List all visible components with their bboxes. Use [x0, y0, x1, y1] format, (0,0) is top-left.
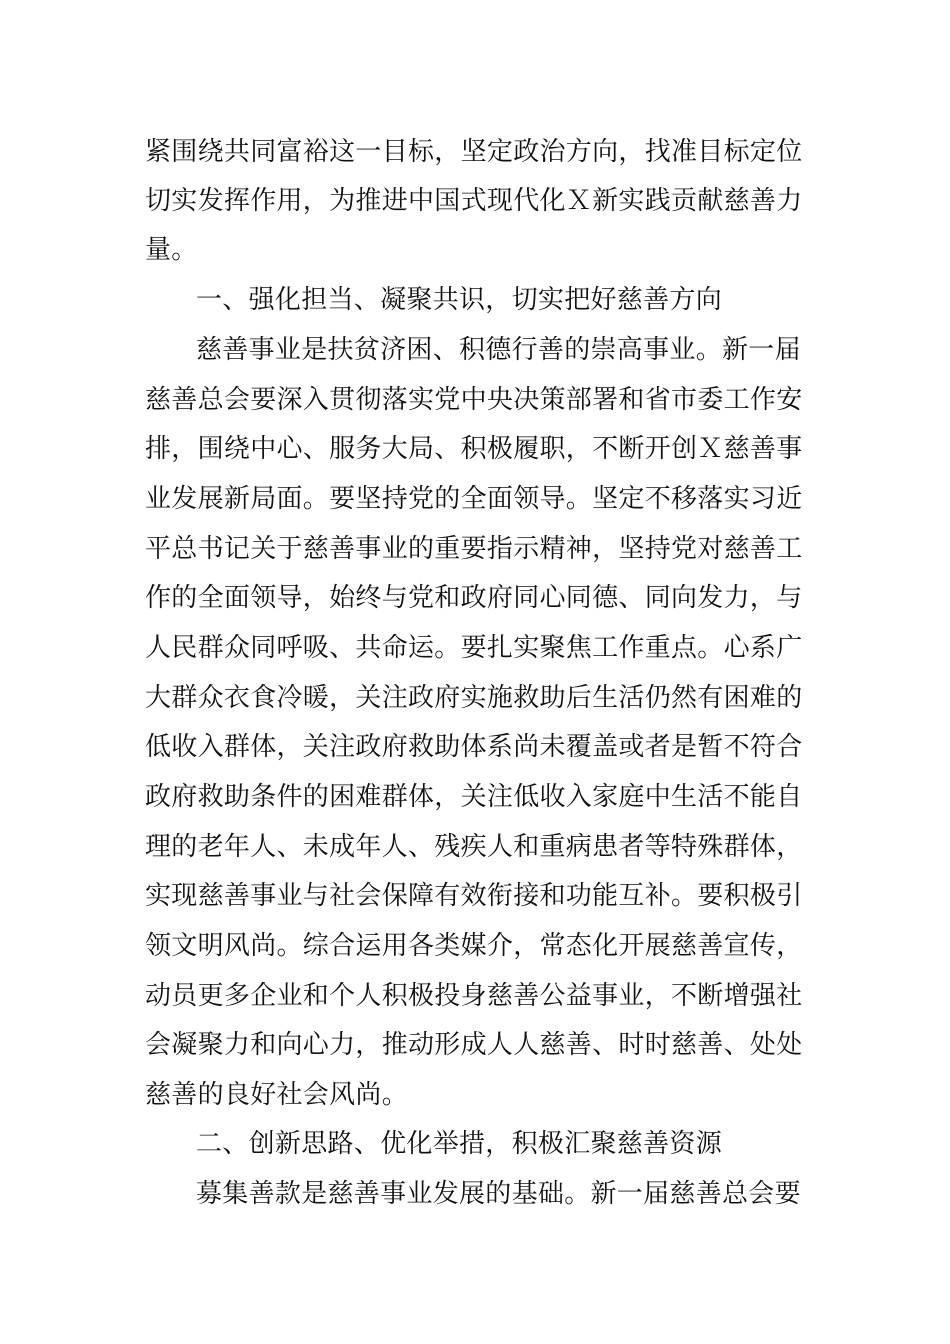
- text-line: 业发展新局面。要坚持党的全面领导。坚定不移落实习近: [145, 484, 803, 514]
- text-line: 平总书记关于慈善事业的重要指示精神，坚持党对慈善工: [145, 534, 803, 564]
- text-line: 慈善总会要深入贯彻落实党中央决策部署和省市委工作安: [145, 385, 803, 415]
- text-line: 动员更多企业和个人积极投身慈善公益事业，不断增强社: [145, 981, 803, 1011]
- text-line: 会凝聚力和向心力，推动形成人人慈善、时时慈善、处处: [145, 1030, 803, 1060]
- text-line: 慈善的良好社会风尚。: [145, 1080, 409, 1110]
- text-line: 紧围绕共同富裕这一目标，坚定政治方向，找准目标定位: [145, 137, 803, 167]
- text-line: 领文明风尚。综合运用各类媒介，常态化开展慈善宣传，: [145, 931, 803, 961]
- text-line: 低收入群体，关注政府救助体系尚未覆盖或者是暂不符合: [145, 732, 803, 762]
- text-line: 量。: [145, 235, 198, 265]
- text-line: 大群众衣食冷暖，关注政府实施救助后生活仍然有困难的: [145, 683, 803, 713]
- text-line: 人民群众同呼吸、共命运。要扎实聚焦工作重点。心系广: [145, 633, 803, 663]
- section-heading-2: 二、创新思路、优化举措，积极汇聚慈善资源: [196, 1129, 723, 1159]
- section-heading-1: 一、强化担当、凝聚共识，切实把好慈善方向: [196, 285, 723, 315]
- text-line: 排，围绕中心、服务大局、积极履职，不断开创Ｘ慈善事: [145, 434, 803, 464]
- text-line: 作的全面领导，始终与党和政府同心同德、同向发力，与: [145, 583, 803, 613]
- text-line: 政府救助条件的困难群体，关注低收入家庭中生活不能自: [145, 782, 803, 812]
- text-line: 切实发挥作用，为推进中国式现代化Ｘ新实践贡献慈善力: [145, 186, 803, 216]
- paragraph-start: 募集善款是慈善事业发展的基础。新一届慈善总会要: [196, 1179, 801, 1209]
- text-line: 理的老年人、未成年人、残疾人和重病患者等特殊群体，: [145, 832, 803, 862]
- paragraph-start: 慈善事业是扶贫济困、积德行善的崇高事业。新一届: [196, 335, 801, 365]
- text-line: 实现慈善事业与社会保障有效衔接和功能互补。要积极引: [145, 881, 803, 911]
